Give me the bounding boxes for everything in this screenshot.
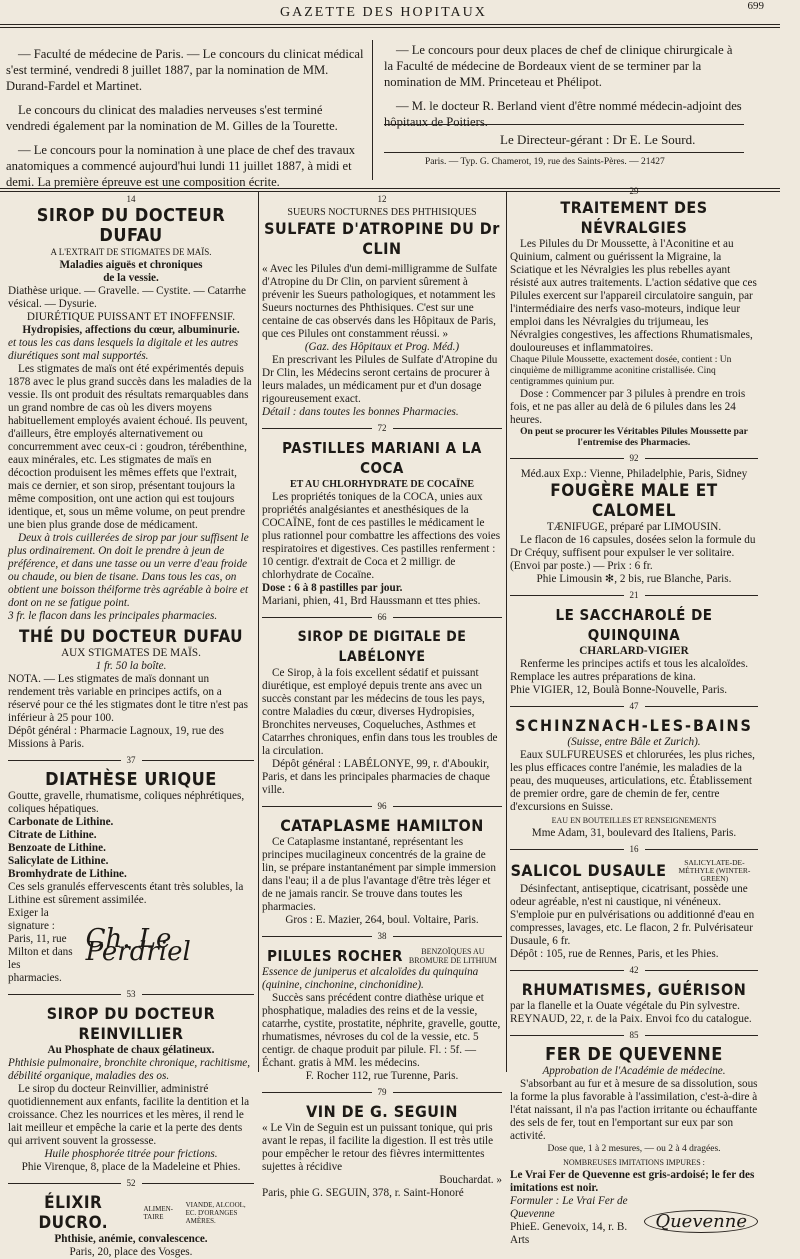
ad-address: Dépôt général : LABÉLONYE, 99, r. d'Aboukir, Paris, et dans les principales pharmacies de chaque ville.	[262, 758, 491, 796]
news-left	[6, 46, 366, 198]
ad-number: 53	[126, 989, 136, 999]
ad-item: Bromhydrate de Lithine.	[8, 868, 127, 880]
ad-line: Hydropisies, affections du cœur, albuminurie.	[22, 324, 240, 336]
ad-address: Paris, 20, place des Vosges.	[69, 1246, 193, 1258]
ad-title: FER DE QUEVENNE	[545, 1044, 723, 1065]
ad-rhumatismes	[510, 980, 758, 1026]
ad-title: ÉLIXIR DUCRO.	[38, 1193, 109, 1233]
ad-address: Phie Limousin ✻, 2 bis, rue Blanche, Paris.	[536, 573, 732, 585]
ad-title: TRAITEMENT DES NÉVRALGIES	[560, 198, 708, 237]
ad-separator	[510, 1029, 758, 1042]
column-divider	[258, 192, 259, 1072]
ad-line: Phthisie pulmonaire, bronchite chronique, rachitisme, débilité organique, maladies des os.	[8, 1057, 251, 1082]
ad-address: Dépôt : 105, rue de Rennes, Paris, et les Phies.	[510, 948, 719, 960]
ad-number: 38	[377, 931, 387, 941]
news-item: — Le concours pour la nomination à une place de chef des travaux anatomiques a commencé aujourd'hui lundi 11 juillet 1887, à midi et demi. La première épreuve est une composition écrite.	[6, 143, 356, 189]
ad-title: SIROP DU DOCTEUR DUFAU	[36, 205, 226, 246]
ad-address: Gros : E. Mazier, 264, boul. Voltaire, Paris.	[285, 914, 479, 926]
ad-separator	[262, 611, 502, 624]
ad-kicker: SUEURS NOCTURNES DES PHTHISIQUES	[287, 207, 477, 218]
ad-subtitle: CHARLARD-VIGIER	[579, 645, 689, 657]
ad-saccharole-quinquina	[510, 605, 758, 697]
column-1	[8, 192, 254, 1259]
ad-number: 14	[126, 194, 136, 204]
ad-body: Les propriétés toniques de la COCA, unies aux propriétés analgésiantes et anesthésiques de la COCAÏNE, font de ces pastilles le médicament le plus rationnel pour combattre les affections des voies respiratoires et digestives. Ces pastilles renferment : 10 centigr. d'extrait de Coca et 2 milligr. de chlorhydrate de Cocaïne.	[262, 491, 501, 581]
ad-tag: SALICYLATE-DE-MÉTHYLE (WINTER-GREEN)	[678, 858, 751, 883]
ad-body: Ce Sirop, à la fois excellent sédatif et puissant diurétique, est employé depuis trente ans avec un succès constant par les médecins de tous les pays, contre Maladies du cœur, diverses Hydropisies, Bronchites nerveuses, Coqueluches, Asthmes et Catarrhes chroniques, enfin dans tous les troubles de la circulation.	[262, 667, 498, 757]
masthead-rule	[0, 24, 780, 28]
ad-subtitle: TÆNIFUGE, préparé par LIMOUSIN.	[546, 521, 722, 533]
ad-diathese-urique	[8, 770, 254, 985]
ad-separator	[510, 964, 758, 977]
ad-body: Le flacon de 16 capsules, dosées selon la formule du Dr Créquy, suffisent pour expulser le ver solitaire. (Envoi par poste.) — Prix : 6 fr.	[510, 534, 756, 572]
ad-number: 92	[629, 453, 639, 463]
ad-detail: Détail : dans toutes les bonnes Pharmacies.	[262, 406, 459, 418]
ad-separator	[8, 1177, 254, 1190]
ad-address: Paris, 11, rue Milton et dans les pharmacies.	[8, 933, 73, 984]
ad-separator	[262, 422, 502, 435]
ad-item: Citrate de Lithine.	[8, 829, 97, 841]
ad-subtitle: Essence de juniperus et alcaloïdes du quinquina (quinine, cinchonine, cinchonidine).	[262, 966, 479, 991]
ad-medals: Méd.aux Exp.: Vienne, Philadelphie, Paris, Sidney	[520, 468, 748, 480]
ad-address: Phie Virenque, 8, place de la Madeleine et Phies.	[21, 1161, 241, 1173]
news-item: Le concours du clinicat des maladies nerveuses s'est terminé vendredi également par la nomination de M. Gilles de la Tourette.	[6, 103, 338, 133]
ad-cataplasme-hamilton	[262, 816, 502, 927]
column-divider	[506, 192, 507, 1072]
ad-dose: Dose que, 1 à 2 mesures, — ou 2 à 4 dragées.	[547, 1144, 721, 1154]
ad-number: 37	[126, 755, 136, 765]
ad-sulfate-atropine	[262, 194, 502, 419]
ad-mid-line: BENZOÏQUES AU	[421, 947, 485, 956]
ad-pilules-rocher	[262, 946, 502, 1083]
ad-title: SIROP DU DOCTEUR REINVILLIER	[46, 1004, 216, 1043]
journal-title: GAZETTE DES HOPITAUX	[280, 5, 487, 20]
ad-number: 42	[629, 965, 639, 975]
ad-body: NOTA. — Les stigmates de maïs donnant un rendement très variable en principes actifs, on a réservé pour ce thé les stigmates dont le titre n'est pas inférieur à 25 pour 100.	[8, 673, 248, 724]
ad-separator	[510, 452, 758, 465]
ad-subtitle: ET AU CHLORHYDRATE DE COCAÏNE	[289, 479, 475, 490]
ad-title: SCHINZNACH-LES-BAINS	[515, 716, 753, 735]
formula-block	[510, 1195, 638, 1247]
ad-number: 29	[629, 186, 639, 196]
ad-number: 72	[377, 423, 387, 433]
ad-formula: Formuler : Le Vrai Fer de Quevenne	[510, 1195, 628, 1220]
ad-address: Dépôt général : Pharmacie Lagnoux, 19, rue des Missions à Paris.	[8, 725, 224, 750]
ad-number: 66	[377, 612, 387, 622]
ad-title: SULFATE D'ATROPINE DU Dr CLIN	[264, 219, 500, 258]
ad-subtitle: AUX STIGMATES DE MAÏS.	[61, 647, 201, 659]
ad-address: F. Rocher 112, rue Turenne, Paris.	[305, 1070, 459, 1082]
ad-separator	[510, 843, 758, 856]
ad-address: Mme Adam, 31, boulevard des Italiens, Paris.	[531, 827, 737, 839]
ad-fer-quevenne	[510, 1045, 758, 1247]
signature-stamp: Quevenne	[644, 1210, 758, 1233]
ad-number: 16	[629, 844, 639, 854]
ad-title: CATAPLASME HAMILTON	[280, 816, 484, 835]
imprint-rule	[384, 152, 744, 153]
ad-item: Benzoate de Lithine.	[8, 842, 106, 854]
ad-separator	[510, 700, 758, 713]
sig-rule	[384, 124, 744, 125]
column-3	[510, 184, 758, 1247]
ad-dose: Dose : Commencer par 3 pilules à prendre en trois fois, et ne pas aller au delà de 6 pilules dans les 24 heures.	[510, 388, 746, 426]
ad-address: PhieE. Genevoix, 14, r. B. Arts	[510, 1221, 628, 1246]
page-number: 699	[747, 0, 764, 12]
ad-number: 96	[377, 801, 387, 811]
ad-separator	[8, 988, 254, 1001]
ad-address: Paris, phie G. SEGUIN, 378, r. Saint-Honoré	[262, 1187, 464, 1199]
ad-separator	[262, 930, 502, 943]
ad-separator	[262, 800, 502, 813]
ad-item: Carbonate de Lithine.	[8, 816, 114, 828]
ad-body: Désinfectant, antiseptique, cicatrisant, possède une odeur agréable, n'est ni caustique, ni vénéneux. S'emploie pur en pulvérisations ou additionné d'eau en compresses, lavages, etc. Le flacon, 2 fr. Pulvérisateur Dusaule, 6 fr.	[510, 883, 755, 947]
ad-subtitle: EAU EN BOUTEILLES ET RENSEIGNEMENTS	[551, 816, 717, 825]
ad-salicol-dusaule	[510, 859, 758, 961]
ad-line: Huile phosphorée titrée pour frictions.	[44, 1148, 218, 1160]
ad-title: LE SACCHAROLÉ DE QUINQUINA	[555, 606, 713, 644]
ad-tag: VIANDE, ALCOOL, EC. D'ORANGES AMÈRES.	[185, 1201, 246, 1225]
ad-item: Salicylate de Lithine.	[8, 855, 109, 867]
ad-body: Le sirop du docteur Reinvillier, administré quotidiennement aux enfants, facilite la dentition et la croissance. Chez les nourrices et les mères, il rend le lait meilleur et empêche la carie et la perte des dents qui arrivent souvent la grossesse.	[8, 1083, 250, 1147]
ad-body: Les stigmates de maïs ont été expérimentés depuis 1878 avec le plus grand succès dans les maladies de la vessie. Ils ont produit des résultats remarquables dans un grand nombre de cas où les divers moyens habituellement employés avaient échoué. Ils peuvent, d'ailleurs, être employés alternativement ou concurremment avec ceux-ci : goudron, térébenthine, eaux minérales, etc. Les stigmates de maïs en décoction produisent les mêmes effets que l'extrait, mais ce dernier, et son sirop, présentant toujours la même composition, ont une action qui est toujours identique, et, sous un même volume, on peut prendre une bien plus grande dose de médicament.	[8, 363, 252, 531]
ad-body: Le Vrai Fer de Quevenne est gris-ardoisé; le fer des imitations est noir.	[510, 1169, 755, 1194]
ad-subtitle: Phthisie, anémie, convalescence.	[54, 1233, 208, 1245]
ad-sirop-dufau	[8, 194, 254, 623]
ad-traitement-nevralgies	[510, 186, 758, 449]
ad-line: Goutte, gravelle, rhumatisme, coliques néphrétiques, coliques hépatiques.	[8, 790, 245, 815]
ad-title: THÉ DU DOCTEUR DUFAU	[18, 627, 244, 647]
ad-title: SIROP DE DIGITALE DE LABÉLONYE	[297, 629, 467, 665]
ad-price: 1 fr. 50 la boîte.	[95, 660, 167, 672]
ad-title: DIATHÈSE URIQUE	[45, 769, 217, 790]
ad-price: 3 fr. le flacon dans les principales pharmacies.	[8, 610, 218, 622]
ad-line: et tous les cas dans lesquels la digitale et les autres diurétiques sont mal supportés.	[8, 337, 239, 362]
ad-number: 21	[629, 590, 639, 600]
ad-fougere-male	[510, 468, 758, 586]
ad-pastilles-mariani	[262, 438, 502, 608]
ad-title: SALICOL DUSAULE	[510, 861, 667, 880]
ad-body: Eaux SULFUREUSES et chlorurées, les plus riches, les plus efficaces contre l'anémie, les maladies de la peau, des muqueuses, articulations, etc. Établissement de premier ordre, gare de chemin de fer, centre d'excursions en Suisse.	[510, 749, 755, 813]
ad-subtitle: Au Phosphate de chaux gélatineux.	[47, 1044, 215, 1056]
ad-address: Phie VIGIER, 12, Boulà Bonne-Nouvelle, Paris.	[510, 684, 727, 696]
ad-title: FOUGÈRE MALE ET CALOMEL	[550, 481, 718, 521]
ad-number: 12	[377, 194, 387, 204]
ad-body: S'absorbant au fur et à mesure de sa dissolution, sous la forme la plus favorable à l'assimilation, c'est-à-dire à l'état naissant, il n'a pas l'action irritante ou échauffante des sels de fer, tout en l'emportant sur eux par son activité.	[510, 1078, 758, 1142]
ad-tag: ALIMEN-TAIRE	[143, 1205, 174, 1221]
ad-mid	[409, 947, 497, 965]
sig-label: Exiger la signature :	[8, 907, 55, 932]
ad-cite: Bouchardat. »	[439, 1174, 502, 1186]
ad-separator	[262, 1086, 502, 1099]
ad-separator	[8, 754, 254, 767]
news-item: — M. le docteur R. Berland vient d'être nommé médecin-adjoint des hôpitaux de Poitiers.	[384, 99, 742, 129]
ad-warning: NOMBREUSES IMITATIONS IMPURES :	[563, 1158, 705, 1167]
ad-schinznach	[510, 716, 758, 840]
ad-title: PILULES ROCHER	[267, 947, 403, 965]
masthead	[0, 0, 800, 26]
ad-line: Diathèse urique. — Gravelle. — Cystite. — Catarrhe vésical. — Dysurie.	[8, 285, 246, 310]
ad-body: Ce Cataplasme instantané, représentant les principes mucilagineux concentrés de la graine de lin, se prépare instantanément par simple immersion dans l'eau; il a de plus l'avantage d'être très léger et de ne jamais rancir. Se trouve dans toutes les pharmacies.	[262, 836, 496, 913]
news-item: — Le concours pour deux places de chef de clinique chirurgicale à la Faculté de médecine de Bordeaux vient de se terminer par la nomination de MM. Princeteau et Phélipot.	[384, 43, 733, 89]
ad-body: En prescrivant les Pilules de Sulfate d'Atropine du Dr Clin, les Médecins seront certains de procurer à leurs malades, un médicament pur et d'un dosage rigoureusement exact.	[262, 354, 498, 405]
ad-quote: « Avec les Pilules d'un demi-milligramme de Sulfate d'Atropine du Dr Clin, on parvient sûrement à prévenir les Sueurs pathologiques, et notamment les Sueurs nocturnes des Phthisiques. C'est sur une centaine de cas observés dans les Hôpitaux de Paris, que ces Pilules ont constamment réussi. »	[262, 263, 498, 340]
column-2	[262, 192, 502, 1200]
ad-body: Renferme les principes actifs et tous les alcaloïdes. Remplace les autres préparations de kina.	[510, 658, 749, 683]
ad-the-dufau	[8, 627, 254, 751]
ad-address: On peut se procurer les Véritables Pilules Moussette par l'entremise des Pharmacies.	[520, 427, 748, 448]
ad-number: 47	[629, 701, 639, 711]
ad-elixir-ducro	[8, 1193, 254, 1259]
ad-subtitle: Approbation de l'Académie de médecine.	[542, 1065, 726, 1077]
news-item: — Faculté de médecine de Paris. — Le concours du clinicat médical s'est terminé, vendredi 8 juillet 1887, par la nomination de MM. Durand-Fardel et Martinet.	[6, 47, 364, 93]
ad-composition: Chaque Pilule Moussette, exactement dosée, contient : Un cinquième de milligramme aconitine cristallisée. Cinq centigrammes quinium pur.	[510, 355, 732, 387]
ad-cite: (Gaz. des Hôpitaux et Prog. Méd.)	[304, 341, 460, 353]
imprint: Paris. — Typ. G. Chamerot, 19, rue des Saints-Pères. — 21427	[425, 157, 665, 167]
sig-caption	[8, 907, 76, 985]
ad-number: 85	[629, 1030, 639, 1040]
ad-number: 79	[377, 1087, 387, 1097]
ad-address: Mariani, phien, 41, Brd Haussmann et ttes phies.	[262, 595, 481, 607]
ad-title: PASTILLES MARIANI A LA COCA	[282, 439, 482, 477]
ad-sirop-reinvillier	[8, 1004, 254, 1174]
director-signature: Le Directeur-gérant : Dr E. Le Sourd.	[500, 132, 696, 147]
ad-subtitle: (Suisse, entre Bâle et Zurich).	[567, 736, 701, 748]
ad-subtitle: A L'EXTRAIT DE STIGMATES DE MAÏS.	[50, 247, 212, 257]
ad-separator	[510, 589, 758, 602]
ad-dose: Dose : 6 à 8 pastilles par jour.	[262, 582, 403, 594]
ad-mid-line: BROMURE DE LITHIUM	[408, 956, 497, 965]
ad-line: Ces sels granulés effervescents étant très solubles, la Lithine est sûrement assimilée.	[8, 881, 244, 906]
ad-body: par la flanelle et la Ouate végétale du Pin sylvestre.	[510, 1000, 740, 1012]
ad-line: DIURÉTIQUE PUISSANT ET INOFFENSIF.	[26, 311, 236, 323]
ad-subtitle: de la vessie.	[103, 272, 159, 284]
ad-title: RHUMATISMES, GUÉRISON	[521, 980, 747, 999]
ad-address: REYNAUD, 22, r. de la Paix. Envoi fco du catalogue.	[510, 1013, 752, 1025]
ad-digitale-labelonye	[262, 627, 502, 797]
ad-title: VIN DE G. SEGUIN	[306, 1102, 458, 1121]
ad-dose: Deux à trois cuillerées de sirop par jour suffisent le plus ordinairement. On doit le prendre à jeun de préférence, et dans une tasse ou un verre d'eau froide ou chaude, ou bien de tisane. Dans tous les cas, on obtient une boisson théiforme très agréable à boire et dont on ne se fatigue point.	[8, 532, 249, 609]
news-divider	[372, 40, 373, 180]
signature: Ch. Le Perdriel	[85, 924, 191, 967]
ad-body: Les Pilules du Dr Moussette, à l'Aconitine et au Quinium, calment ou guérissent la Migraine, la Sciatique et les Névralgies les plus rebelles ayant résisté aux autres traitements. L'action sédative que ces Pilules exercent sur l'appareil circulatoire sanguin, par l'intermédiaire des nerfs vaso-moteurs, indique leur emploi dans les Névralgies du trijumeau, les Névralgies congestives, les affections Rhumatismales, douloureuses et inflammatoires.	[510, 238, 757, 354]
ad-number: 52	[126, 1178, 136, 1188]
ad-vin-seguin	[262, 1102, 502, 1200]
ad-body: « Le Vin de Seguin est un puissant tonique, qui pris avant le repas, il facilite la digestion. Il est très utile pour empêcher le retour des fièvres intermittentes sujettes à récidive	[262, 1122, 494, 1173]
ad-subtitle: Maladies aiguës et chroniques	[59, 259, 203, 271]
ad-body: Succès sans précédent contre diathèse urique et phosphatique, maladies des reins et de la vessie, catarrhe, cystite, prostatite, néphrite, gravelle, goutte, rhumatismes, névroses du col de la vessie, etc. 5 centigr. de chaque produit par pilule. Fl. : 5f. — Échant. gratis à MM. les médecins.	[262, 992, 501, 1069]
